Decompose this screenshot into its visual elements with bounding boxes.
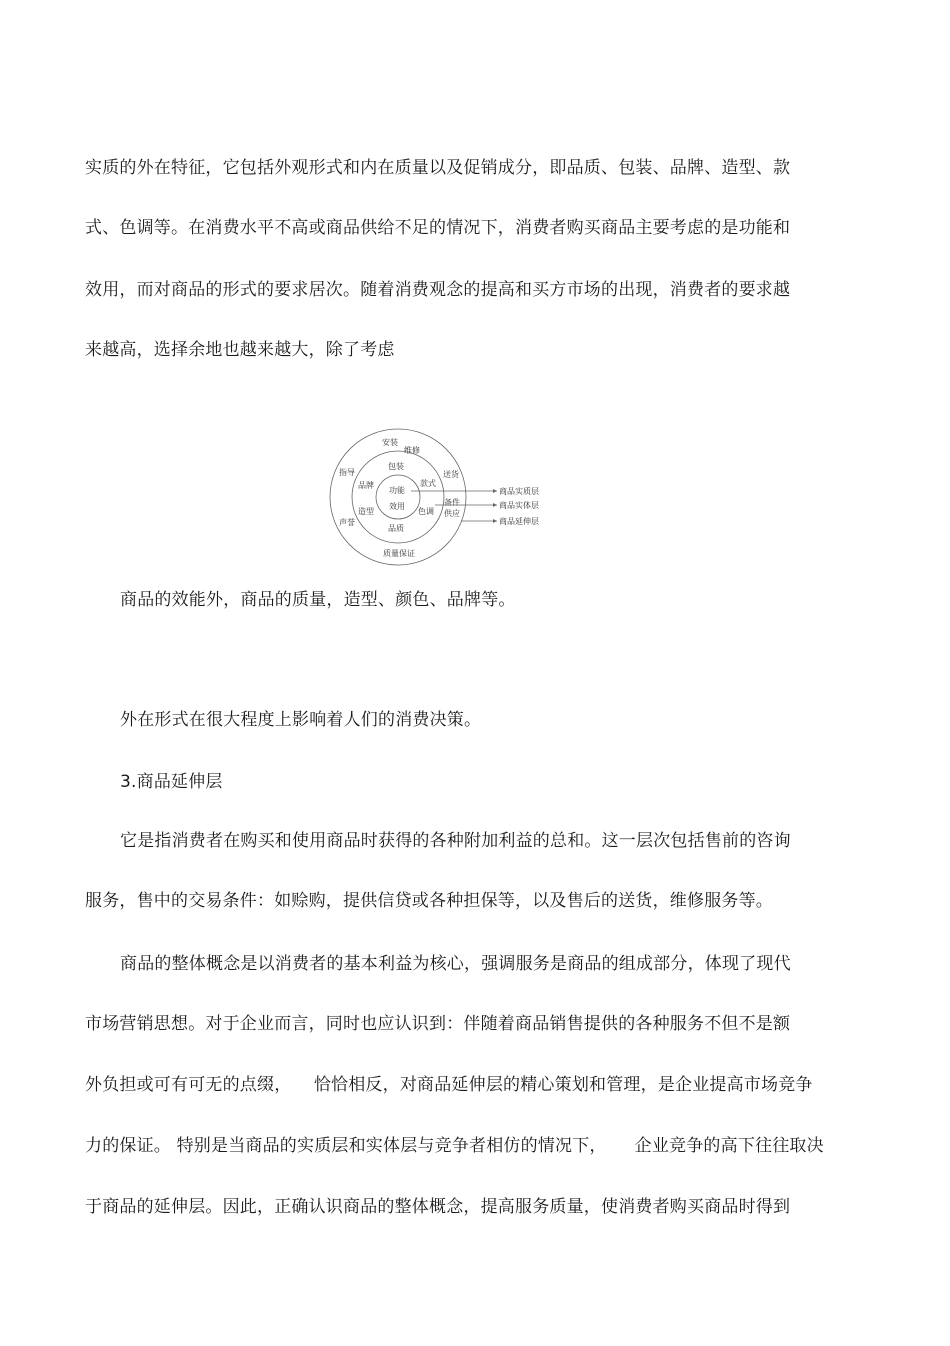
middle-label: 品牌 [358, 481, 374, 490]
paragraph-line: 于商品的延伸层。因此，正确认识商品的整体概念，提高服务质量，使消费者购买商品时得到 [85, 1197, 791, 1217]
middle-label: 品质 [388, 524, 404, 533]
paragraph-line: 它是指消费者在购买和使用商品时获得的各种附加利益的总和。这一层次包括售前的咨询 [120, 831, 791, 851]
outer-label: 维修 [404, 446, 420, 455]
outer-label: 备件 [444, 498, 460, 507]
middle-label: 造型 [358, 507, 374, 516]
section-heading: 3.商品延伸层 [120, 772, 223, 792]
paragraph-line: 外在形式在很大程度上影响着人们的消费决策。 [120, 710, 482, 730]
outer-label: 供应 [444, 509, 460, 518]
outer-label: 安装 [382, 438, 398, 447]
outer-label: 送货 [443, 470, 459, 479]
paragraph-line: 市场营销思想。对于企业而言，同时也应认识到：伴随着商品销售提供的各种服务不但不是额 [85, 1014, 791, 1034]
extension-layer-ring [330, 429, 466, 565]
outer-label: 声誉 [339, 518, 355, 527]
paragraph-line: 式、色调等。在消费水平不高或商品供给不足的情况下，消费者购买商品主要考虑的是功能和 [85, 218, 791, 238]
paragraph-line: 商品的效能外，商品的质量，造型、颜色、品牌等。 [120, 590, 516, 610]
paragraph-line: 效用，而对商品的形式的要求居次。随着消费观念的提高和买方市场的出现，消费者的要求越 [85, 280, 791, 300]
legend-label: 商品延伸层 [499, 517, 539, 526]
core-layer-ring [376, 475, 420, 519]
arrow-icon [493, 519, 497, 523]
paragraph-line: 商品的整体概念是以消费者的基本利益为核心，强调服务是商品的组成部分，体现了现代 [120, 954, 791, 974]
paragraph-line: 实质的外在特征，它包括外观形式和内在质量以及促销成分，即品质、包装、品牌、造型、款 [85, 158, 791, 178]
arrow-icon [493, 489, 497, 493]
outer-label: 质量保证 [383, 549, 415, 558]
middle-label: 包装 [388, 462, 404, 471]
legend-label: 商品实质层 [499, 487, 539, 496]
paragraph-line: 来越高，选择余地也越来越大，除了考虑 [85, 340, 395, 360]
product-layers-diagram [325, 425, 555, 570]
paragraph-line: 力的保证。 特别是当商品的实质层和实体层与竞争者相仿的情况下， 企业竞争的高下往往取决 [85, 1136, 824, 1156]
core-label: 效用 [389, 502, 405, 511]
paragraph-line: 外负担或可有可无的点缀， 恰恰相反，对商品延伸层的精心策划和管理，是企业提高市场竞争 [85, 1075, 813, 1095]
legend-label: 商品实体层 [499, 501, 539, 510]
middle-label: 色调 [418, 507, 434, 516]
middle-label: 款式 [420, 479, 436, 488]
core-label: 功能 [389, 486, 405, 495]
arrow-icon [493, 503, 497, 507]
outer-label: 指导 [339, 468, 355, 477]
paragraph-line: 服务，售中的交易条件：如赊购，提供信贷或各种担保等，以及售后的送货，维修服务等。 [85, 891, 773, 911]
